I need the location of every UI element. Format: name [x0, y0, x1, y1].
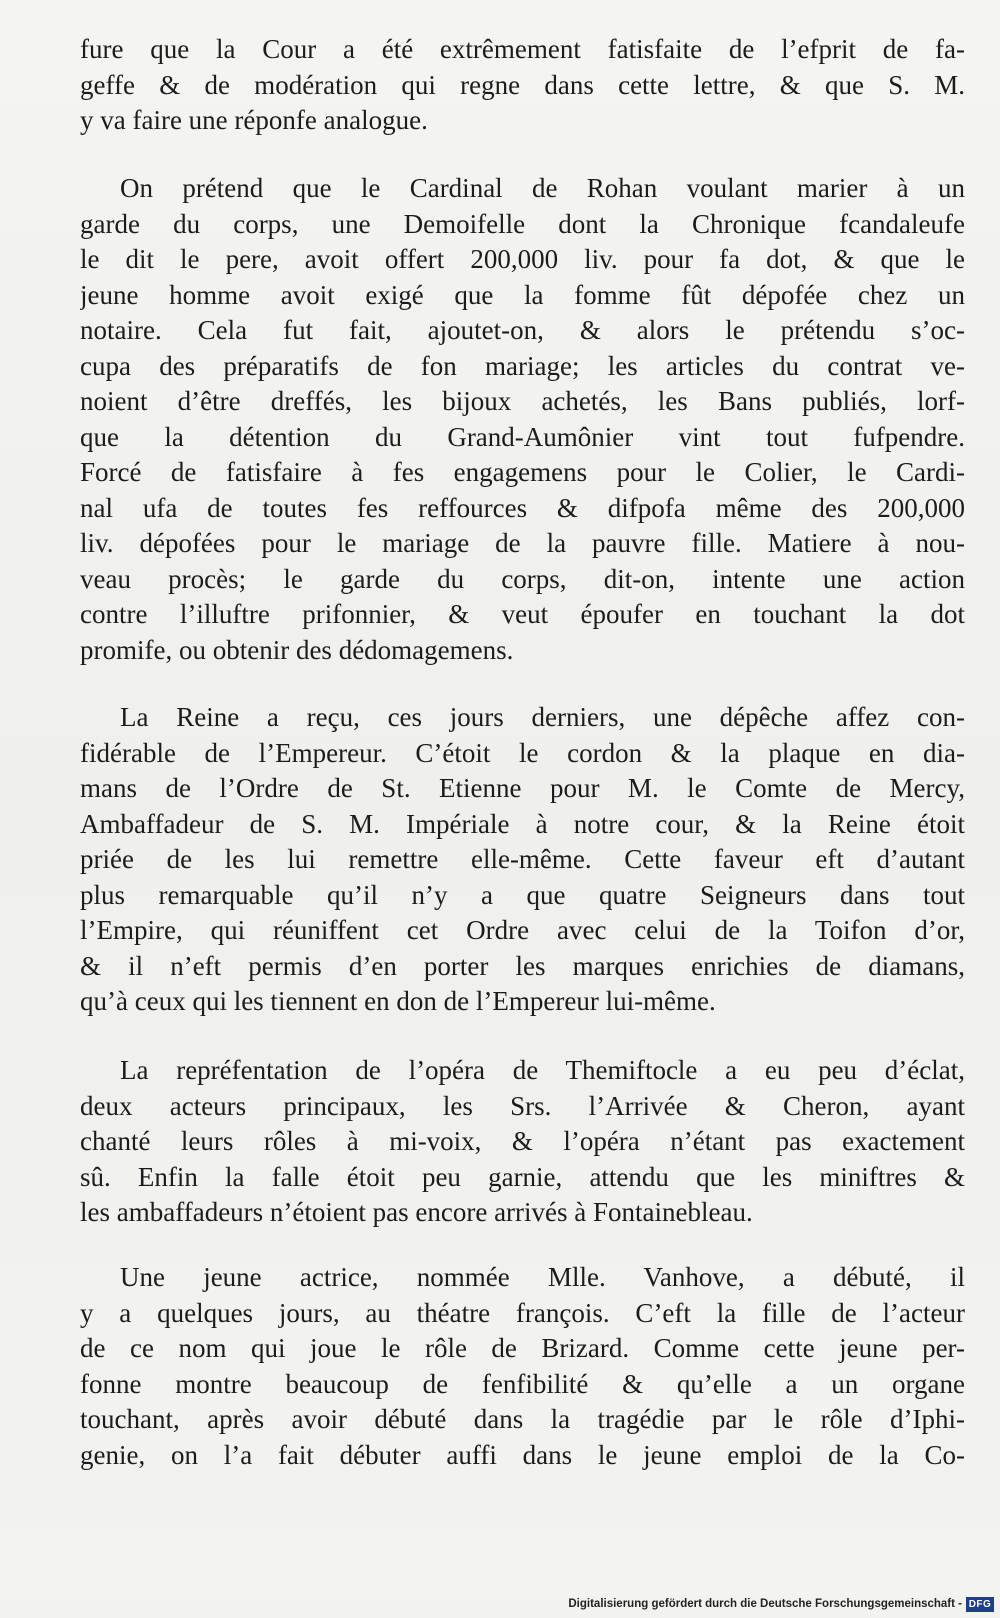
- text-line: qu’à ceux qui les tiennent en don de l’Empereur lui-même.: [80, 986, 716, 1016]
- text-line: que la détention du Grand-Aumônier vint tout fufpendre.: [80, 421, 965, 452]
- paragraph-cardinal-rohan: [80, 171, 965, 668]
- text-line: jeune homme avoit exigé que la fomme fût dépofée chez un: [80, 279, 965, 310]
- text-line: genie, on l’a fait débuter auffi dans le jeune emploi de la Co-: [80, 1439, 965, 1470]
- text-line: Forcé de fatisfaire à fes engagemens pour le Colier, le Cardi-: [80, 457, 965, 487]
- text-line: mans de l’Ordre de St. Etienne pour M. le Comte de Mercy,: [80, 773, 965, 803]
- text-line: La Reine a reçu, ces jours derniers, une dépêche affez con-: [120, 702, 965, 732]
- text-line: La repréfentation de l’opéra de Themiftocle a eu peu d’éclat,: [120, 1055, 965, 1085]
- digitization-credit: Digitalisierung gefördert durch die Deutsche Forschungsgemeinschaft -: [568, 1598, 962, 1610]
- text-line: contre l’illuftre prifonnier, & veut époufer en touchant la dot: [80, 599, 965, 629]
- text-line: l’Empire, qui réuniffent cet Ordre avec celui de la Toifon d’or,: [80, 915, 965, 945]
- text-line: veau procès; le garde du corps, dit-on, intente une action: [80, 563, 965, 594]
- text-line: les ambaffadeurs n’étoient pas encore arrivés à Fontainebleau.: [80, 1197, 753, 1227]
- text-line: le dit le pere, avoit offert 200,000 liv. pour fa dot, & que le: [80, 244, 965, 274]
- text-line: Ambaffadeur de S. M. Impériale à notre cour, & la Reine étoit: [80, 808, 965, 839]
- text-line: chanté leurs rôles à mi-voix, & l’opéra n’étant pas exactement: [80, 1126, 965, 1156]
- text-line: deux acteurs principaux, les Srs. l’Arrivée & Cheron, ayant: [80, 1090, 965, 1121]
- text-line: On prétend que le Cardinal de Rohan voulant marier à un: [120, 173, 965, 203]
- paragraph-opera-themistocle: [80, 1053, 965, 1231]
- text-line: sû. Enfin la falle étoit peu garnie, attendu que les miniftres &: [80, 1161, 965, 1192]
- text-line: plus remarquable qu’il n’y a que quatre Seigneurs dans tout: [80, 879, 965, 910]
- text-line: geffe & de modération qui regne dans cette lettre, & que S. M.: [80, 69, 965, 100]
- text-line: de ce nom qui joue le rôle de Brizard. Comme cette jeune per-: [80, 1333, 965, 1363]
- text-line: garde du corps, une Demoifelle dont la Chronique fcandaleufe: [80, 208, 965, 239]
- text-line: & il n’eft permis d’en porter les marques enrichies de diamans,: [80, 950, 965, 981]
- text-line: liv. dépofées pour le mariage de la pauvre fille. Matiere à nou-: [80, 528, 965, 558]
- paragraph-reine-empereur: [80, 700, 965, 1020]
- text-line: fonne montre beaucoup de fenfibilité & qu’elle a un organe: [80, 1368, 965, 1399]
- text-line: cupa des préparatifs de fon mariage; les articles du contrat ve-: [80, 350, 965, 381]
- text-line: noient d’être dreffés, les bijoux achetés, les Bans publiés, lorf-: [80, 386, 965, 416]
- dfg-logo-icon: DFG: [966, 1597, 994, 1612]
- text-line: notaire. Cela fut fait, ajoutet-on, & alors le prétendu s’oc-: [80, 315, 965, 345]
- text-line: fidérable de l’Empereur. C’étoit le cordon & la plaque en dia-: [80, 737, 965, 768]
- text-line: Une jeune actrice, nommée Mlle. Vanhove, a débuté, il: [120, 1262, 965, 1292]
- text-line: promife, ou obtenir des dédomagemens.: [80, 634, 514, 665]
- text-line: y va faire une réponfe analogue.: [80, 105, 428, 135]
- text-line: nal ufa de toutes fes reffources & difpofa même des 200,000: [80, 492, 965, 523]
- paragraph-actrice-vanhove: [80, 1260, 965, 1473]
- text-line: y a quelques jours, au théatre françois. C’eft la fille de l’acteur: [80, 1297, 965, 1328]
- text-line: touchant, après avoir débuté dans la tragédie par le rôle d’Iphi-: [80, 1404, 965, 1434]
- paragraph-cour: [80, 32, 965, 139]
- text-line: priée de les lui remettre elle-même. Cette faveur eft d’autant: [80, 844, 965, 874]
- text-line: fure que la Cour a été extrêmement fatisfaite de l’efprit de fa-: [80, 34, 965, 64]
